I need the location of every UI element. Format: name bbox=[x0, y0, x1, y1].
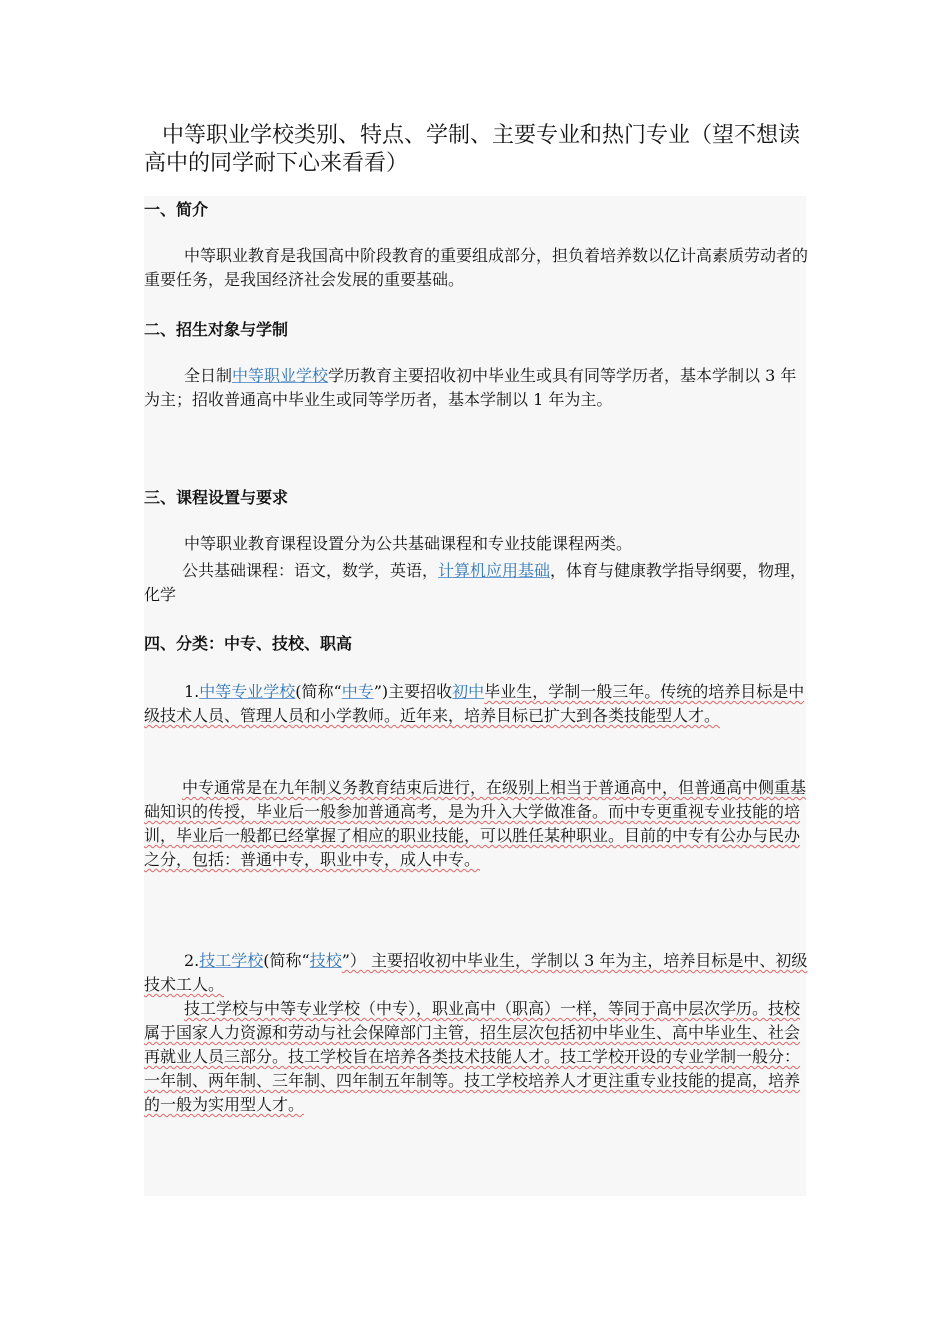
paragraph-zhongzhuan bbox=[144, 776, 808, 872]
paragraph-intro: 中等职业教育是我国高中阶段教育的重要组成部分，担负着培养数以亿计高素质劳动者的重要任务，是我国经济社会发展的重要基础。 bbox=[144, 246, 809, 289]
heading-intro: 一、简介 bbox=[144, 200, 209, 219]
item-1-number: 1. bbox=[184, 682, 200, 701]
paragraph-item-1 bbox=[144, 680, 808, 728]
document-title: 中等职业学校类别、特点、学制、主要专业和热门专业（望不想读高中的同学耐下心来看看） bbox=[144, 123, 801, 176]
link-zhongzhuan[interactable]: 中专 bbox=[341, 682, 374, 701]
item-1-mid-2: ”)主要招收 bbox=[373, 682, 453, 701]
course-text-post: ，体育与健康教学指导纲要，物理，化学 bbox=[144, 561, 807, 604]
link-jixiao[interactable]: 技校 bbox=[309, 951, 342, 970]
paragraph-item-2 bbox=[144, 949, 808, 997]
item-1-text: 毕业生，学制一般三年。传统的培养目标是中级技术人员、管理人员和小学教师。近年来，培养目标已扩大到各类技能型人才。 bbox=[144, 682, 805, 725]
link-technical-school[interactable]: 技工学校 bbox=[199, 951, 264, 970]
paragraph-course-2 bbox=[144, 559, 808, 607]
course-text-pre: 公共基础课程：语文，数学，英语， bbox=[182, 561, 439, 580]
link-secondary-vocational-school[interactable]: 中等职业学校 bbox=[232, 366, 329, 385]
link-computer-basics[interactable]: 计算机应用基础 bbox=[438, 561, 551, 580]
zhongzhuan-text: 中专通常是在九年制义务教育结束后进行，在级别上相当于普通高中，但普通高中侧重基础知识的传授，毕业后一般参加普通高考，是为升入大学做准备。而中专更重视专业技能的培训，毕业后一般都已经掌握了相应的职业技能，可以胜任某种职业。目前的中专有公办与民办之分，包括：普通中专，职业中专，成人中专。 bbox=[144, 778, 807, 869]
item-2-text: ”） 主要招收初中毕业生，学制以 3 年为主，培养目标是中、初级技术工人。 bbox=[144, 951, 808, 994]
jixiao-text: 技工学校与中等专业学校（中专），职业高中（职高）一样，等同于高中层次学历。技校属于国家人力资源和劳动与社会保障部门主管，招生层次包括初中毕业生、高中毕业生、社会再就业人员三部分。技工学校旨在培养各类技术技能人才。技工学校开设的专业学制一般分：一年制、两年制、三年制、四年制五年制等。技工学校培养人才更注重专业技能的提高，培养的一般为实用型人才。 bbox=[144, 999, 801, 1114]
enroll-text-post: 学历教育主要招收初中毕业生或具有同等学历者，基本学制以 3 年为主；招收普通高中毕业生或同等学历者，基本学制以 1 年为主。 bbox=[144, 366, 797, 409]
item-2-mid: (简称“ bbox=[263, 951, 310, 970]
heading-types: 四、分类：中专、技校、职高 bbox=[144, 634, 353, 653]
paragraph-enroll bbox=[144, 364, 808, 412]
heading-course: 三、课程设置与要求 bbox=[144, 488, 289, 507]
enroll-text-pre: 全日制 bbox=[184, 366, 233, 385]
paragraph-course-1: 中等职业教育课程设置分为公共基础课程和专业技能课程两类。 bbox=[184, 534, 633, 553]
link-junior-high[interactable]: 初中 bbox=[452, 682, 485, 701]
paragraph-jixiao bbox=[144, 997, 808, 1117]
link-secondary-specialized-school[interactable]: 中等专业学校 bbox=[199, 682, 296, 701]
heading-enroll: 二、招生对象与学制 bbox=[144, 320, 289, 339]
item-2-number: 2. bbox=[184, 951, 200, 970]
item-1-mid-1: (简称“ bbox=[295, 682, 342, 701]
